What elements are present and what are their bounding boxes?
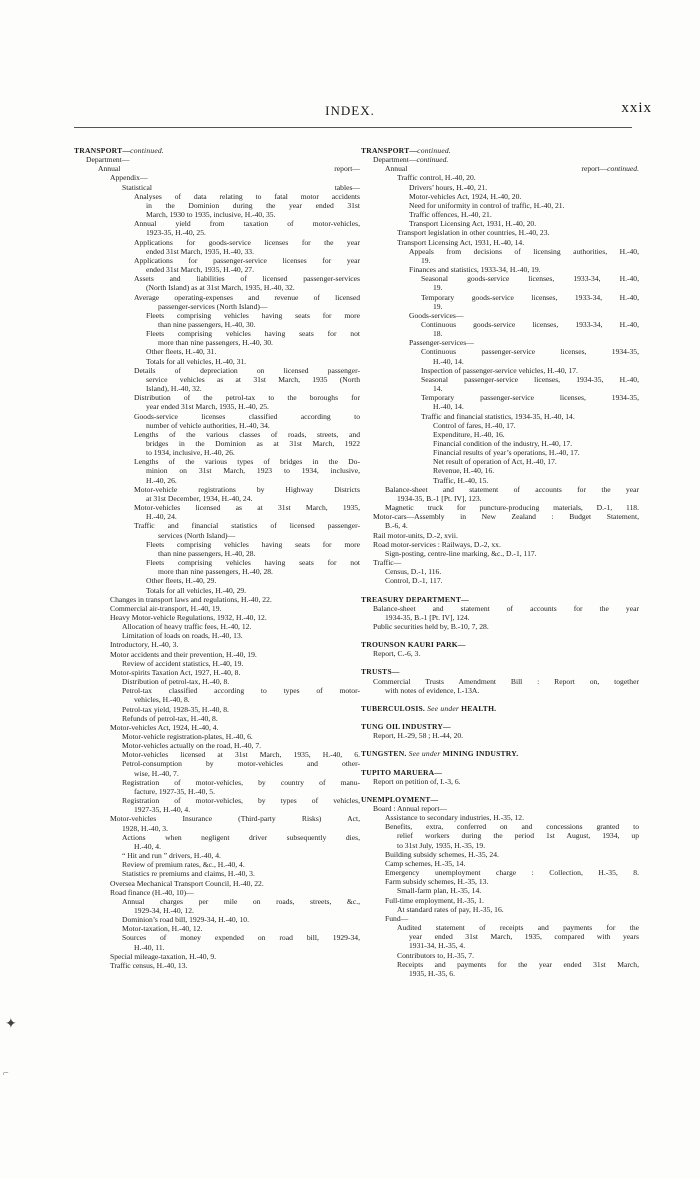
index-entry: minion on 31st March, 1923 to 1934, inclusive, [146, 466, 360, 476]
index-entry: Board : Annual report— [373, 804, 448, 813]
index-entry: H.-40, 26. [146, 475, 177, 485]
index-entry: Motor-vehicles licensed at 31st March, 1935, H.-40, 6. [122, 750, 360, 760]
index-entry: Balance-sheet and statement of accounts for the year [373, 603, 639, 613]
index-entry: Seasonal goods-service licenses, 1933-34, H.-40, [421, 274, 639, 284]
index-entry: Motor-vehicles Act, 1924, H.-40, 4. [110, 722, 219, 732]
index-entry: 1934-35, B.-1 [Pt. IV], 123. [397, 493, 482, 503]
index-entry: 1923-35, H.-40, 25. [146, 228, 206, 238]
index-entry: Appeals from decisions of licensing authorities, H.-40, [409, 246, 639, 256]
index-entry: Financial results of year’s operations, H.-40, 17. [433, 448, 580, 458]
index-entry: 1927-35, H.-40, 4. [134, 805, 191, 815]
index-entry: Petrol-consumption by motor-vehicles and other- [122, 759, 360, 769]
index-entry: service vehicles as at 31st March, 1935 (North [146, 374, 360, 384]
index-entry: Department—continued. [373, 155, 449, 165]
index-entry: Motor-vehicle registrations by Highway Districts [134, 484, 360, 494]
index-entry: Other fleets, H.-40, 31. [146, 347, 217, 357]
index-entry: Motor-vehicles Act, 1924, H.-40, 20. [409, 191, 522, 201]
index-entry: Distribution of the petrol-tax to the boroughs for [134, 393, 360, 403]
index-entry: Benefits, extra, conferred on and concessions granted to [385, 822, 639, 832]
index-entry: Report, H.-29, 58 ; H.-44, 20. [373, 731, 464, 741]
index-entry: Temporary goods-service licenses, 1933-34, H.-40, [421, 292, 639, 302]
index-entry: Fleets comprising vehicles having seats for not [146, 329, 360, 339]
index-entry: Census, D.-1, 116. [385, 567, 442, 577]
index-entry: in the Dominion during the year ended 31st [146, 200, 360, 210]
index-entry: year ended 31st March, 1935, H.-40, 25. [146, 402, 269, 412]
index-entry: Appendix— [110, 173, 148, 183]
index-entry: Continuous goods-service licenses, 1933-34, H.-40, [421, 319, 639, 329]
index-entry: Rail motor-units, D.-2, xvii. [373, 530, 458, 540]
index-entry: Motor-vehicles actually on the road, H.-40, 7. [122, 741, 262, 751]
index-entry: Motor-vehicle registration-plates, H.-40, 6. [122, 732, 253, 741]
index-entry: Sources of money expended on road bill, 1929-34, [122, 933, 360, 943]
index-entry: Motor accidents and their prevention, H.-40, 19. [110, 649, 257, 659]
index-entry: Motor-taxation, H.-40, 12. [122, 924, 203, 934]
index-entry: with notes of evidence, I.-13A. [385, 685, 480, 695]
index-heading: TUBERCULOSIS. See under HEALTH. [361, 703, 497, 713]
index-entry: Dominion’s road bill, 1929-34, H.-40, 10. [122, 915, 249, 925]
index-entry: Expenditure, H.-40, 16. [433, 429, 505, 439]
index-heading: TUPITO MARUERA— [361, 767, 443, 777]
index-entry: Control of fares, H.-40, 17. [433, 420, 516, 430]
index-entry: Statistical tables— [122, 182, 360, 192]
index-entry: Contributors to, H.-35, 7. [397, 950, 474, 960]
index-entry: Report on petition of, I.-3, 6. [373, 776, 461, 786]
index-entry: Traffic and financial statistics of licensed passenger- [134, 521, 360, 531]
index-entry: 1929-34, H.-40, 12. [134, 905, 194, 915]
index-entry: Registration of motor-vehicles, by country of manu- [122, 777, 360, 787]
index-entry: 1928, H.-40, 3. [122, 823, 168, 833]
index-entry: Receipts and payments for the year ended 31st March, [397, 959, 639, 969]
index-entry: relief workers during the period 1st August, 1934, up [397, 831, 639, 841]
index-entry: Oversea Mechanical Transport Council, H.-40, 22. [110, 878, 264, 888]
index-entry: Special mileage-taxation, H.-40, 9. [110, 951, 217, 961]
index-entry: Traffic control, H.-40, 20. [397, 173, 476, 183]
index-entry: Introductory, H.-40, 3. [110, 640, 179, 650]
index-entry: Sign-posting, centre-line marking, &c., D.-1, 117. [385, 548, 537, 558]
index-entry: H.-40, 24. [146, 512, 177, 522]
index-entry: Control, D.-1, 117. [385, 576, 443, 586]
index-column-right [361, 146, 639, 978]
index-entry: Transport Licensing Act, 1931, H.-40, 14. [397, 237, 525, 247]
index-entry: Traffic census, H.-40, 13. [110, 960, 188, 970]
index-entry: to 1934, inclusive, H.-40, 26. [146, 448, 235, 458]
index-entry: Refunds of petrol-tax, H.-40, 8. [122, 713, 218, 723]
index-entry: more than nine passengers, H.-40, 28. [158, 567, 273, 577]
index-entry: 19. [433, 283, 443, 293]
index-entry: Audited statement of receipts and payments for the [397, 923, 639, 933]
index-entry: Totals for all vehicles, H.-40, 29. [146, 585, 247, 595]
index-entry: Goods-services— [409, 310, 464, 320]
index-entry: Totals for all vehicles, H.-40, 31. [146, 356, 247, 366]
index-entry: Petrol-tax classified according to types of motor- [122, 686, 360, 696]
index-entry: Camp schemes, H.-35, 14. [385, 858, 466, 868]
index-entry: Details of depreciation on licensed passenger- [134, 365, 360, 375]
index-entry: Commercial air-transport, H.-40, 19. [110, 603, 222, 613]
index-entry: Balance-sheet and statement of accounts for the year [385, 484, 639, 494]
index-entry: Distribution of petrol-tax, H.-40, 8. [122, 677, 230, 687]
index-entry: Annual yield from taxation of motor-vehicles, [134, 219, 360, 229]
index-heading: TREASURY DEPARTMENT— [361, 594, 469, 604]
index-entry: Review of accident statistics, H.-40, 19. [122, 658, 244, 668]
index-entry: Need for uniformity in control of traffic, H.-40, 21. [409, 200, 565, 210]
index-entry: Temporary passenger-service licenses, 1934-35, [421, 393, 639, 403]
index-entry: Traffic and financial statistics, 1934-35, H.-40, 14. [421, 411, 575, 421]
index-entry: Road finance (H.-40, 10)— [110, 887, 194, 897]
index-entry: Annual report—continued. [385, 164, 639, 174]
index-entry: wise, H.-40, 7. [134, 768, 179, 778]
index-entry: Actions when negligent driver subsequently dies, [122, 832, 360, 842]
index-entry: At standard rates of pay, H.-35, 16. [397, 904, 504, 914]
index-heading: TUNG OIL INDUSTRY— [361, 722, 451, 732]
index-column-left [74, 146, 360, 970]
index-entry: Public securities held by, B.-10, 7, 28. [373, 621, 489, 631]
index-heading: TROUNSON KAURI PARK— [361, 640, 466, 650]
index-entry: Lengths of the various classes of roads, streets, and [134, 429, 360, 439]
index-heading: TRANSPORT—continued. [361, 146, 452, 155]
index-entry: ended 31st March, 1935, H.-40, 27. [146, 265, 254, 275]
index-entry: 18. [433, 329, 443, 339]
index-entry: Goods-service licenses classified according to [134, 411, 360, 421]
index-entry: Registration of motor-vehicles, by types of vehicles, [122, 796, 360, 806]
index-entry: Drivers’ hours, H.-40, 21. [409, 182, 488, 192]
index-entry: 1931-34, H.-35, 4. [409, 941, 466, 951]
index-entry: Analyses of data relating to fatal motor accidents [134, 191, 360, 201]
margin-tick-icon: ⌐ [3, 1068, 9, 1079]
index-entry: Fund— [385, 913, 409, 923]
index-entry: Net result of operation of Act, H.-40, 17. [433, 457, 557, 467]
index-entry: Commercial Trusts Amendment Bill : Report on, together [373, 676, 639, 686]
index-entry: Other fleets, H.-40, 29. [146, 576, 217, 586]
index-entry: Annual report— [98, 164, 360, 174]
index-entry: year ended 31st March, 1935, compared with years [409, 932, 639, 942]
index-entry: 1935, H.-35, 6. [409, 968, 455, 978]
index-entry: Motor-cars—Assembly in New Zealand : Budget Statement, [373, 512, 639, 522]
index-entry: Magnetic truck for puncture-producing materials, D.-1, 118. [385, 503, 639, 513]
index-entry: ended 31st March, 1935, H.-40, 33. [146, 246, 254, 256]
index-entry: Motor-vehicles Insurance (Third-party Risks) Act, [110, 814, 360, 824]
index-entry: Passenger-services— [409, 338, 474, 348]
index-entry: than nine passengers, H.-40, 30. [158, 319, 256, 329]
index-entry: Road motor-services : Railways, D.-2, xx. [373, 539, 501, 549]
index-entry: Report, C.-6, 3. [373, 649, 421, 659]
index-entry: 1934-35, B.-1 [Pt. IV], 124. [385, 612, 470, 622]
index-entry: Review of premium rates, &c., H.-40, 4. [122, 860, 245, 870]
index-entry: Assets and liabilities of licensed passenger-services [134, 274, 360, 284]
index-heading: UNEMPLOYMENT— [361, 794, 439, 804]
index-entry: Traffic— [373, 558, 402, 568]
page-number: xxix [621, 100, 652, 116]
index-entry: Lengths of the various types of bridges in the Do- [134, 457, 360, 467]
index-entry: “ Hit and run ” drivers, H.-40, 4. [122, 851, 221, 861]
index-entry: facture, 1927-35, H.-40, 5. [134, 786, 215, 796]
index-entry: vehicles, H.-40, 8. [134, 695, 190, 705]
page-header [0, 100, 700, 124]
index-entry: Full-time employment, H.-35, 1. [385, 895, 484, 905]
index-heading: TRUSTS— [361, 667, 400, 677]
index-entry: H.-40, 11. [134, 942, 165, 952]
index-entry: Department— [86, 155, 130, 165]
index-entry: Island), H.-40, 32. [146, 384, 202, 394]
index-entry: (North Island) as at 31st March, 1935, H.-40, 32. [146, 283, 295, 293]
index-entry: Emergency unemployment charge : Collection, H.-35, 8. [385, 868, 639, 878]
index-entry: H.-40, 14. [433, 402, 464, 412]
index-entry: Fleets comprising vehicles having seats for more [146, 310, 360, 320]
index-entry: than nine passengers, H.-40, 28. [158, 548, 256, 558]
index-entry: Limitation of loads on roads, H.-40, 13. [122, 631, 243, 641]
index-entry: Petrol-tax yield, 1928-35, H.-40, 8. [122, 704, 229, 714]
index-entry: Motor-spirits Taxation Act, 1927, H.-40, 8. [110, 667, 241, 677]
index-entry: Heavy Motor-vehicle Regulations, 1932, H.-40, 12. [110, 612, 267, 622]
index-entry: number of vehicle authorities, H.-40, 34. [146, 420, 270, 430]
index-entry: Traffic, H.-40, 15. [433, 475, 489, 485]
index-entry: Farm subsidy schemes, H.-35, 13. [385, 877, 489, 887]
index-entry: Financial condition of the industry, H.-40, 17. [433, 439, 573, 448]
index-entry: Fleets comprising vehicles having seats for not [146, 558, 360, 568]
index-entry: H.-40, 4. [134, 841, 161, 851]
index-entry: Revenue, H.-40, 16. [433, 466, 495, 476]
page-title: INDEX. [325, 103, 375, 118]
index-entry: Applications for passenger-service licenses for year [134, 255, 360, 265]
index-entry: Allocation of heavy traffic fees, H.-40, 12. [122, 622, 252, 632]
index-entry: March, 1930 to 1935, inclusive, H.-40, 35. [146, 210, 276, 220]
index-entry: Motor-vehicles licensed as at 31st March, 1935, [134, 503, 360, 513]
index-heading: TUNGSTEN. See under MINING INDUSTRY. [361, 749, 519, 759]
index-entry: Applications for goods-service licenses for the year [134, 237, 360, 247]
index-entry: Transport legislation in other countries, H.-40, 23. [397, 228, 550, 238]
index-entry: Continuous passenger-service licenses, 1934-35, [421, 347, 639, 357]
index-entry: Assistance to secondary industries, H.-35, 12. [385, 813, 524, 823]
index-entry: Building subsidy schemes, H.-35, 24. [385, 849, 499, 859]
index-entry: Annual charges per mile on roads, streets, &c., [122, 896, 360, 906]
index-entry: Average operating-expenses and revenue of licensed [134, 292, 360, 302]
index-entry: Fleets comprising vehicles having seats for more [146, 539, 360, 549]
header-rule [74, 127, 632, 128]
margin-mark-icon: ✦ [5, 1017, 17, 1032]
index-entry: Small-farm plan, H.-35, 14. [397, 886, 482, 896]
index-entry: 19. [433, 301, 443, 311]
index-entry: 14. [433, 384, 443, 394]
index-entry: H.-40, 14. [433, 356, 464, 366]
index-entry: Changes in transport laws and regulations, H.-40, 22. [110, 594, 272, 604]
index-entry: bridges in the Dominion as at 31st March, 1922 [146, 439, 360, 448]
index-entry: more than nine passengers, H.-40, 30. [158, 338, 273, 348]
index-entry: Statistics re premiums and claims, H.-40, 3. [122, 869, 255, 879]
index-heading: TRANSPORT—continued. [74, 146, 165, 155]
index-entry: Inspection of passenger-service vehicles, H.-40, 17. [421, 365, 578, 375]
index-entry: at 31st December, 1934, H.-40, 24. [146, 493, 253, 503]
index-entry: 19. [421, 255, 431, 265]
index-entry: Finances and statistics, 1933-34, H.-40, 19. [409, 265, 541, 275]
index-entry: passenger-services (North Island)— [158, 301, 268, 311]
index-entry: to 31st July, 1935, H.-35, 19. [397, 840, 486, 850]
index-entry: Traffic offences, H.-40, 21. [409, 210, 492, 220]
index-entry: Seasonal passenger-service licenses, 1934-35, H.-40, [421, 374, 639, 384]
index-entry: B.-6, 4. [385, 521, 408, 531]
index-entry: Transport Licensing Act, 1931, H.-40, 20. [409, 219, 537, 229]
index-entry: services (North Island)— [158, 530, 236, 540]
